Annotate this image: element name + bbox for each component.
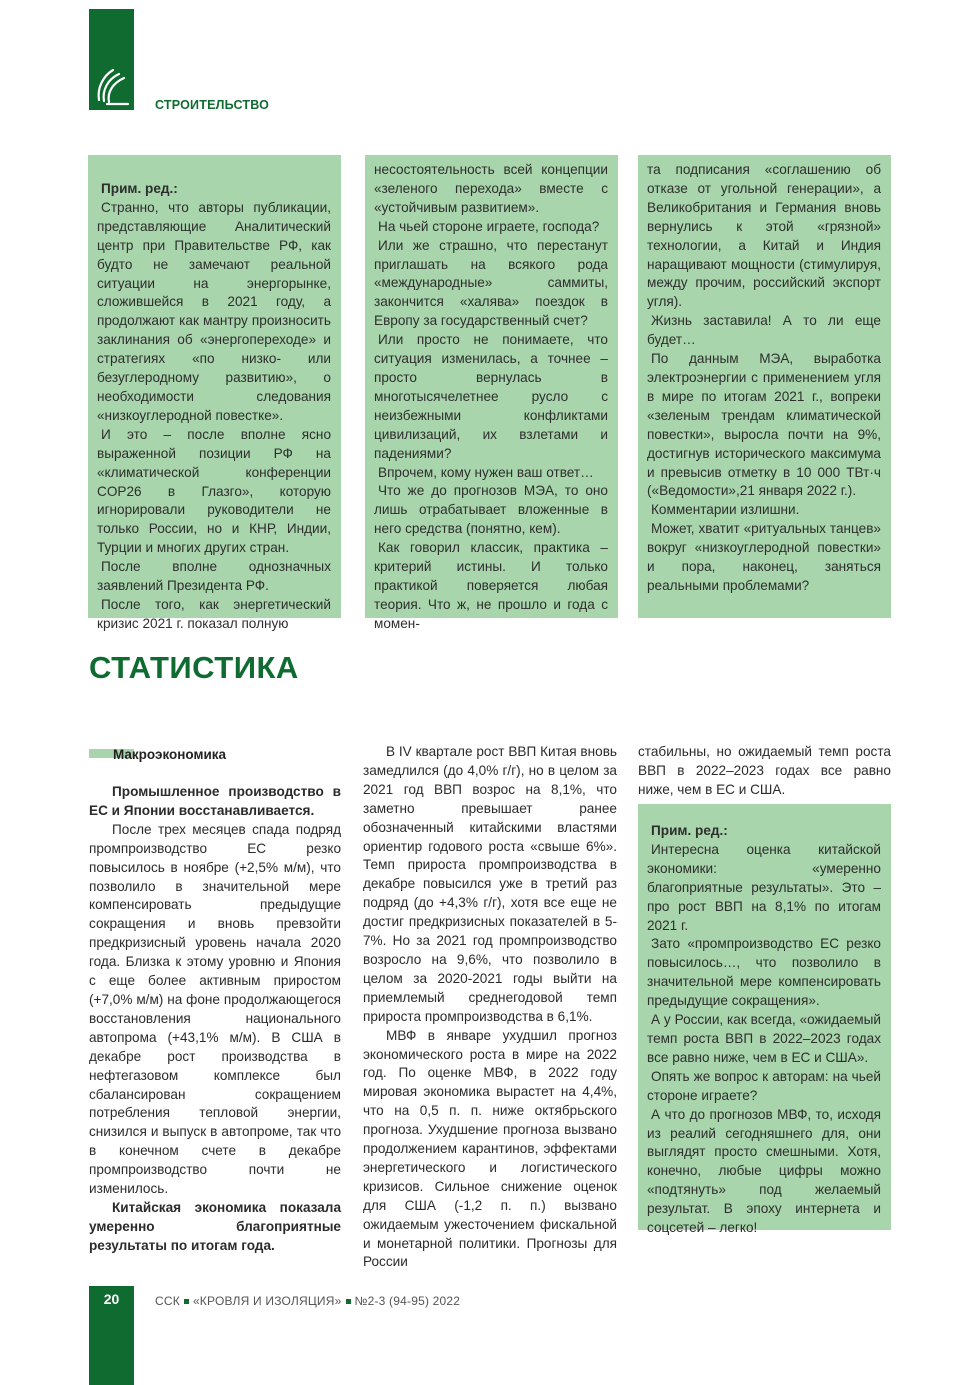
article-column-2 — [363, 743, 617, 1272]
article-paragraph: После трех месяцев спада подряд промпроизводство ЕС резко повысилось в ноябре (+2,5% м/м), что позволило в значительной мере компенсировать предыдущие сокращения и вновь превзойти предкризисный уровень начала 2020 года. Близка к этому уровню и Япония с еще более активным приростом (+7,0% м/м) на фоне продолжающегося восстановления национального автопрома (+43,1% м/м). В США в декабре рост производства в нефтегазовом комплексе был сбалансирован сокращением потребления тепловой энергии, снизился и выпуск в автопроме, так что в конечном счете в декабре промпроизводство почти не изменилось. — [89, 821, 341, 1197]
editor-note-box — [638, 155, 891, 618]
note-paragraph: Что же до прогнозов МЭА, то оно лишь отрабатывает вложенные в него средства (понятно, кем). — [374, 483, 608, 537]
note-paragraph: Как говорил классик, практика – критерий истины. И только практикой поверяется любая теория. Что ж, не прошло и года с момен- — [374, 540, 608, 631]
note-paragraph: После вполне однозначных заявлений Президента РФ. — [97, 559, 331, 594]
footer-issue: №2-3 (94-95) 2022 — [354, 1294, 461, 1308]
article-lead: Промышленное производство в ЕС и Японии восстанавливается. — [89, 784, 341, 818]
note-paragraph: По данным МЭА, выработка электроэнергии с применением угля в мире по итогам 2021 г., вопреки «зеленым трендам климатической повестки», выросла почти на 9%, достигнув исторического максимума и превысив отметку в 10 000 ТВт·ч («Ведомости»,21 января 2022 г.). — [647, 351, 881, 499]
note-paragraph: И это – после вполне ясно выраженной позиции РФ на «климатической конференции COP26 в Глазго», которую игнорировали руководители не только России, но и КНР, Индии, Турции и многих других стран. — [97, 426, 331, 556]
square-bullet-icon — [184, 1299, 189, 1304]
note-paragraph: Или просто не понимаете, что ситуация изменилась, а точнее – просто вернулась в многотысячелетнее русло с неизбежными конфликтами цивилизаций, их взлетами и падениями? — [374, 332, 608, 461]
footer-citation — [155, 1294, 460, 1308]
article-paragraph: В IV квартале рост ВВП Китая вновь замедлился (до 4,0% г/г), но в целом за 2021 год ВВП возрос на 8,1%, что заметно превышает ранее обозначенный китайскими властями ориентир годового роста «свыше 6%». Темп прироста промпроизводства в декабре повысился уже в третий раз подряд (до +4,3% г/г), хотя все еще не достиг предкризисных показателей в 5-7%. Но за 2021 год промпроизводство возросло на 9,6%, что позволило в целом за 2020-2021 годы выйти на приемлемый среднегодовой темп прироста промпроизводства в 6,1%. — [363, 744, 617, 1024]
editor-note-box — [365, 155, 618, 631]
note-paragraph: А что до прогнозов МВФ, то, исходя из реалий сегодняшнего для, они выглядят просто смешными. Хотя, конечно, любые цифры можно «подтянуть» под желаемый результат. В эпоху интернета и соцсетей – легко! — [647, 1106, 881, 1236]
note-paragraph: Жизнь заставила! А то ли еще будет… — [647, 313, 881, 348]
article-column-1 — [89, 783, 341, 1256]
note-paragraph: Интересна оценка китайской экономики: «умеренно благоприятные результаты». Это – про рост ВВП на 8,1% по итогам 2021 г. — [647, 841, 881, 933]
footer-journal: «КРОВЛЯ И ИЗОЛЯЦИЯ» — [192, 1294, 342, 1308]
note-paragraph: А у России, как всегда, «ожидаемый темп роста ВВП в 2022–2023 годах все равно ниже, чем в ЕС и США». — [647, 1012, 881, 1065]
rubric-label: Макроэкономика — [113, 747, 227, 762]
note-paragraph: На чьей стороне играете, господа? — [378, 218, 600, 234]
note-paragraph: Или же страшно, что перестанут приглашать на всякого рода «международные» саммиты, закончится «халява» поездок в Европу за государственный счет? — [374, 237, 608, 329]
note-paragraph: Впрочем, кому нужен ваш ответ… — [378, 464, 594, 480]
note-paragraph: Может, хватит «ритуальных танцев» вокруг «низкоуглеродной повестки» и пора, наконец, заняться реальными проблемами? — [647, 521, 881, 593]
article-lead: Китайская экономика показала умеренно благоприятные результаты по итогам года. — [89, 1199, 341, 1253]
note-paragraph: Опять же вопрос к авторам: на чьей стороне играете? — [647, 1068, 881, 1103]
editor-note-box — [638, 804, 891, 1236]
note-paragraph: Комментарии излишни. — [651, 502, 800, 518]
editor-note-box — [88, 155, 341, 631]
footer-publisher: ССК — [155, 1294, 180, 1308]
note-title: Прим. ред.: — [651, 823, 728, 838]
note-title: Прим. ред.: — [101, 181, 178, 196]
note-paragraph: несостоятельность всей концепции «зеленого перехода» вместе с «устойчивым развитием». — [374, 162, 608, 215]
article-paragraph: МВФ в январе ухудшил прогноз экономического роста в мире на 2022 год. По оценке МВФ, в 2022 году мировая экономика вырастет на 4,4%, что на 0,5 п. п. ниже октябрьского прогноза. Ухудшение прогноза вызвано продолжением карантинов, эффектами энергетического и логистического кризисов. Сильное снижение оценок для США (-1,2 п. п.) вызвано ожидаемым ужесточением фискальной и монетарной политики. Прогнозы для России — [363, 1027, 617, 1270]
wing-logo-icon — [93, 64, 131, 106]
article-paragraph: стабильны, но ожидаемый темп роста ВВП в 2022–2023 годах все равно ниже, чем в ЕС и США. — [638, 744, 891, 797]
note-paragraph: Странно, что авторы публикации, представляющие Аналитический центр при Правительстве РФ, как будто не замечают реальной ситуации на энергорынке, сложившейся в 2021 году, а продолжают как мантру произносить заклинания об «энергопереходе» и стратегиях «по низко- или безуглеродному развитию», о необходимости следования «низкоуглеродной повестке». — [97, 199, 331, 423]
note-paragraph: Зато «промпроизводство ЕС резко повысилось…, что позволило в значительной мере компенсировать предыдущие сокращения». — [647, 936, 881, 1009]
note-paragraph: После того, как энергетический кризис 2021 г. показал полную — [97, 596, 331, 631]
square-bullet-icon — [346, 1299, 351, 1304]
article-column-3 — [638, 743, 891, 800]
note-paragraph: та подписания «соглашению об отказе от угольной генерации», а Великобритания и Германия вновь вернулись к этой «грязной» технологии, а Китай и Индия наращивают мощности (стимулируя, между прочим, российский экспорт угля). — [647, 162, 881, 310]
statistics-heading: СТАТИСТИКА — [89, 650, 299, 685]
page-number: 20 — [103, 1291, 120, 1307]
section-label: СТРОИТЕЛЬСТВО — [155, 98, 270, 112]
